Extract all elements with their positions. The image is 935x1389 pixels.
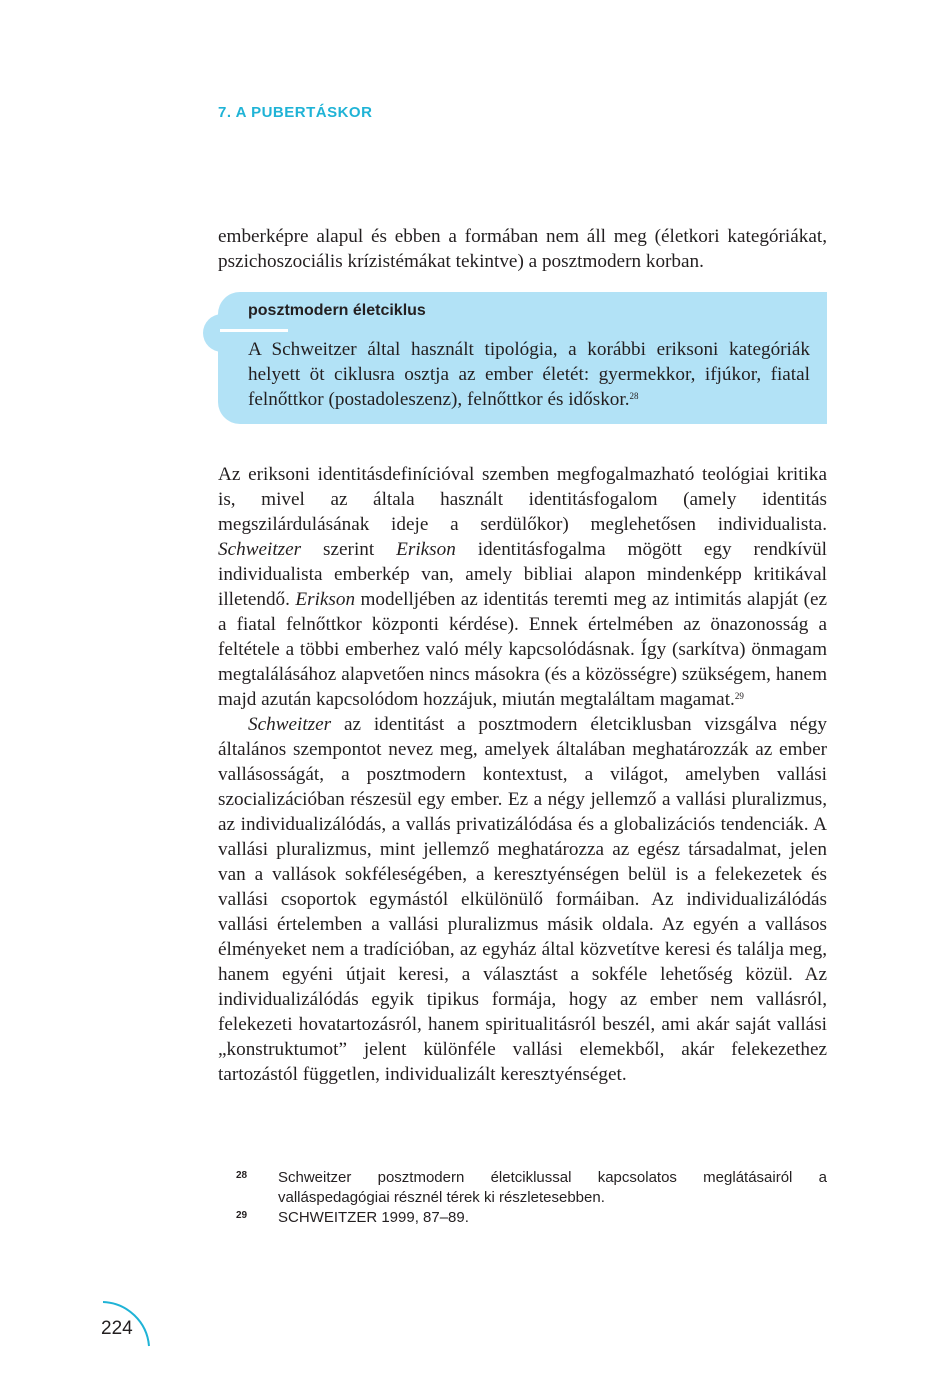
author-name-italic: Schweitzer [248, 714, 332, 735]
paragraph-1-text-d: modelljében az identitás teremti meg az intimitás alapját (ez a fiatal felnőttkor központi kérdése). Ennek értelmében az önazonosság a feltétele a többi emberhez való mély kapcsolódásnak. Így (sarkítva) önmagam megtalálásához alapvetően nincs másokra (és a közösségre) szükségem, hanem majd azután kapcsolódom hozzájuk, miután megtaláltam magamat. [218, 589, 827, 710]
paragraph-1-text-c: identitásfogalma mögött egy rendkívül individualista emberkép van, amely bibliai alapon mindenképp kritikával illetendő. [218, 539, 827, 610]
paragraph-2 [218, 712, 827, 1087]
lead-paragraph [218, 224, 827, 274]
paragraph-1 [218, 462, 827, 712]
footnote-number: 28 [236, 1170, 248, 1181]
page-number: 224 [101, 1318, 133, 1339]
footnote-28 [218, 1168, 827, 1208]
definition-divider [220, 329, 288, 332]
footnote-ref-29: 29 [734, 691, 744, 701]
footnote-29 [218, 1208, 827, 1228]
main-text [218, 462, 827, 1087]
paragraph-1-text-b: szerint [301, 539, 397, 560]
definition-text [248, 337, 810, 412]
paragraph-1-text-a: Az eriksoni identitásdefinícióval szemben megfogalmazható teológiai kritika is, mivel az általa használt identitásfogalom (amely identitás megszilárdulásának ideje a serdülőkor) meglehetősen individualista. [218, 464, 827, 535]
footnote-number: 29 [236, 1210, 248, 1221]
author-name-italic: Erikson [295, 589, 356, 610]
author-name-italic: Erikson [396, 539, 456, 560]
footnote-ref-28: 28 [629, 391, 639, 401]
paragraph-2-text: az identitást a posztmodern életciklusban vizsgálva négy általános szempontot nevez meg, amelyek általában meghatározzák az ember vallásosságát, a posztmodern kontextust, a világot, amelyben vallási szocializációban részesül egy ember. Ez a négy jellemző a vallási pluralizmus, az individualizálódás, a vallás privatizálódása és a globalizációs tendenciák. A vallási pluralizmus, mint jellemző meghatározza az egész társadalmat, jelen van a vallások sokféleségében, a keresztyénségen belül is a felekezetek és vallási csoportok egymástól elkülönülő formáiban. Az individualizálódás vallási értelemben a vallási pluralizmus másik oldala. Az egyén a vallásos élményeket nem a tradícióban, az egyház által közvetítve keresi és találja meg, hanem egyéni útjait keresi, a választást a sokféle lehetőség közül. Az individualizálódás egyik tipikus formája, hogy az ember nem vallásról, felekezeti hovatartozásról, hanem spiritualitásról beszél, ami akár saját vallási „konstruktumot” jelent különféle vallási elemekből, akár felekezethez tartozástól független, individualizált keresztyénséget. [218, 714, 827, 1085]
footnotes [218, 1168, 827, 1228]
running-header: 7. A PUBERTÁSKOR [218, 104, 373, 121]
definition-body: A Schweitzer által használt tipológia, a korábbi eriksoni kategóriák helyett öt ciklusra osztja az ember életét: gyermekkor, ifjúkor, fiatal felnőttkor (postadoleszenz), felnőttkor és időskor. [248, 339, 810, 410]
author-name-italic: Schweitzer [218, 539, 302, 560]
definition-title: posztmodern életciklus [248, 302, 426, 319]
lead-paragraph-text: emberképre alapul és ebben a formában nem áll meg (életkori kategóriákat, pszichoszociális krízistémákat tekintve) a posztmodern korban. [218, 226, 827, 272]
footnote-text: SCHWEITZER 1999, 87–89. [278, 1209, 469, 1226]
footnote-text: Schweitzer posztmodern életciklussal kapcsolatos meglátásairól a valláspedagógiai résznél térek ki részletesebben. [278, 1169, 827, 1206]
